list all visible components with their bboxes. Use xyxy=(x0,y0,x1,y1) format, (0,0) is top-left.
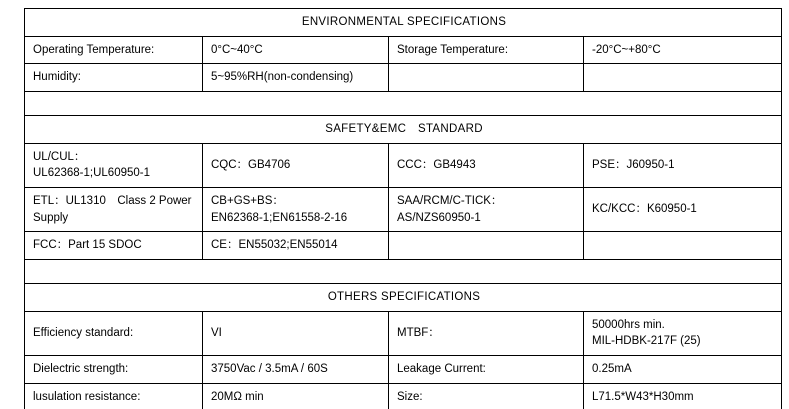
cell-text: VI xyxy=(211,327,222,340)
cell-pse xyxy=(584,143,782,187)
cell-fcc xyxy=(25,232,203,260)
cell-text: Humidity: xyxy=(33,71,81,84)
cell-saa-rcm-ctick xyxy=(389,188,584,232)
cell-leakage-current-value xyxy=(584,356,782,384)
cell-dielectric-strength-value xyxy=(203,356,389,384)
cell-text: 0°C~40°C xyxy=(211,43,263,56)
cell-text: lusulation resistance: xyxy=(33,390,141,403)
cell-efficiency-standard-value xyxy=(203,311,389,355)
cell-humidity-value xyxy=(203,64,389,92)
cell-ce xyxy=(203,232,389,260)
spacer-cell xyxy=(25,260,782,284)
cell-insulation-resistance-label xyxy=(25,383,203,409)
cell-text: FCC：Part 15 SDOC xyxy=(33,239,142,252)
table-body xyxy=(25,9,782,409)
cell-text: CCC：GB4943 xyxy=(397,159,476,172)
cell-text: CB+GS+BS： xyxy=(211,195,284,208)
cell-text: Storage Temperature: xyxy=(397,43,509,56)
cell-text: Operating Temperature: xyxy=(33,43,155,56)
table-row xyxy=(25,383,782,409)
cell-text: UL/CUL： xyxy=(33,150,86,163)
cell-storage-temperature-label xyxy=(389,36,584,64)
cell-text: 50000hrs min. xyxy=(592,318,665,331)
cell-mtbf-label xyxy=(389,311,584,355)
cell-empty xyxy=(584,64,782,92)
cell-text: CE：EN55032;EN55014 xyxy=(211,239,338,252)
cell-ul-cul xyxy=(25,143,203,187)
cell-text: L71.5*W43*H30mm xyxy=(592,390,694,403)
table-row xyxy=(25,232,782,260)
cell-humidity-label xyxy=(25,64,203,92)
cell-text: Supply xyxy=(33,211,69,224)
cell-storage-temperature-value xyxy=(584,36,782,64)
section-title-environmental: ENVIRONMENTAL SPECIFICATIONS xyxy=(25,9,782,37)
cell-kc-kcc xyxy=(584,188,782,232)
cell-text: 5~95%RH(non-condensing) xyxy=(211,71,354,84)
section-title-safety-emc: SAFETY&EMC STANDARD xyxy=(25,116,782,144)
cell-operating-temperature-value xyxy=(203,36,389,64)
cell-leakage-current-label xyxy=(389,356,584,384)
top-spacing xyxy=(0,0,789,8)
table-row xyxy=(25,64,782,92)
spacer-cell xyxy=(25,92,782,116)
cell-text: UL62368-1;UL60950-1 xyxy=(33,167,151,180)
cell-text: ETL：UL1310 Class 2 Power xyxy=(33,195,192,208)
cell-ccc xyxy=(389,143,584,187)
cell-mtbf-value xyxy=(584,311,782,355)
cell-text: 3750Vac / 3.5mA / 60S xyxy=(211,363,328,376)
cell-cqc xyxy=(203,143,389,187)
cell-empty xyxy=(389,64,584,92)
cell-cb-gs-bs xyxy=(203,188,389,232)
table-row xyxy=(25,311,782,355)
spacer-row xyxy=(25,92,782,116)
table-row xyxy=(25,143,782,187)
section-header-row-others xyxy=(25,284,782,312)
cell-text: Efficiency standard: xyxy=(33,327,134,340)
cell-size-label xyxy=(389,383,584,409)
specifications-table xyxy=(24,8,782,409)
cell-efficiency-standard-label xyxy=(25,311,203,355)
cell-text: CQC：GB4706 xyxy=(211,159,291,172)
cell-text: MTBF： xyxy=(397,327,440,340)
cell-insulation-resistance-value xyxy=(203,383,389,409)
cell-text: 20MΩ min xyxy=(211,390,264,403)
table-row xyxy=(25,188,782,232)
cell-text: KC/KCC：K60950-1 xyxy=(592,203,697,216)
section-header-row-safety-emc xyxy=(25,116,782,144)
cell-text: PSE：J60950-1 xyxy=(592,159,675,172)
cell-text: Dielectric strength: xyxy=(33,363,129,376)
cell-operating-temperature-label xyxy=(25,36,203,64)
spacer-row xyxy=(25,260,782,284)
cell-text: 0.25mA xyxy=(592,363,632,376)
cell-text: -20°C~+80°C xyxy=(592,43,661,56)
table-row xyxy=(25,36,782,64)
cell-text: SAA/RCM/C-TICK： xyxy=(397,195,503,208)
cell-etl xyxy=(25,188,203,232)
cell-empty xyxy=(584,232,782,260)
cell-text: AS/NZS60950-1 xyxy=(397,211,481,224)
cell-text: MIL-HDBK-217F (25) xyxy=(592,335,701,348)
cell-empty xyxy=(389,232,584,260)
cell-dielectric-strength-label xyxy=(25,356,203,384)
section-header-row-environmental xyxy=(25,9,782,37)
cell-text: Size: xyxy=(397,390,423,403)
section-title-others: OTHERS SPECIFICATIONS xyxy=(25,284,782,312)
cell-text: EN62368-1;EN61558-2-16 xyxy=(211,211,348,224)
cell-size-value xyxy=(584,383,782,409)
table-row xyxy=(25,356,782,384)
cell-text: Leakage Current: xyxy=(397,363,486,376)
